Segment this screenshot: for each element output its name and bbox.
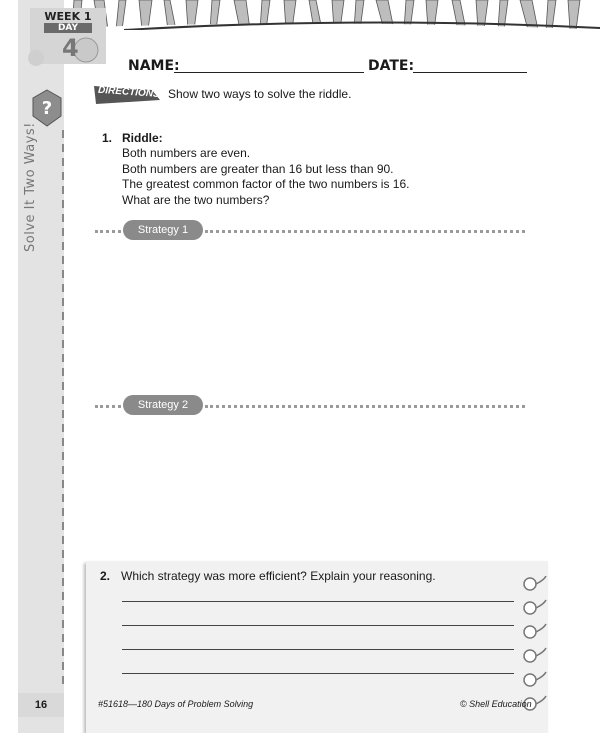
date-field[interactable]: [413, 72, 527, 73]
dotted-rule: [205, 405, 525, 408]
decorative-header-band: [64, 0, 600, 30]
svg-text:?: ?: [41, 98, 53, 119]
dotted-rule: [95, 405, 121, 408]
footer: [18, 693, 600, 717]
dotted-rule: [205, 230, 525, 233]
answer-line[interactable]: [122, 673, 514, 674]
riddle-line: What are the two numbers?: [122, 192, 270, 207]
problem-2-number: 2.: [100, 569, 111, 583]
directions-text: Show two ways to solve the riddle.: [168, 87, 352, 101]
strategy-2-row: [95, 395, 525, 417]
answer-line[interactable]: [122, 601, 514, 602]
dotted-rule: [95, 230, 121, 233]
riddle-label: Riddle:: [122, 131, 163, 145]
sidebar-title: Solve It Two Ways!: [23, 122, 38, 252]
day-label: DAY: [44, 23, 92, 33]
strategy-2-workspace[interactable]: [95, 419, 525, 554]
riddle-line: The greatest common factor of the two numbers is 16.: [122, 177, 410, 191]
strategy-1-workspace[interactable]: [95, 244, 525, 394]
page-number: 16: [18, 693, 64, 717]
name-field[interactable]: [174, 72, 364, 73]
answer-line[interactable]: [122, 625, 514, 626]
week-label: WEEK 1: [44, 10, 92, 23]
directions-label: DIRECTIONS:: [97, 84, 164, 101]
problem-2-question: Which strategy was more efficient? Explain your reasoning.: [121, 569, 436, 583]
side-tick-marks: [60, 130, 66, 690]
strategy-2-pill: Strategy 2: [123, 395, 203, 415]
name-label: NAME:: [128, 58, 180, 74]
riddle-line: Both numbers are greater than 16 but less than 90.: [122, 161, 394, 176]
riddle-line: Both numbers are even.: [122, 146, 251, 160]
strategy-1-row: [95, 220, 525, 242]
book-title: #51618—180 Days of Problem Solving: [98, 699, 254, 709]
strategy-1-pill: Strategy 1: [123, 220, 203, 240]
day-number: 4: [62, 34, 79, 62]
answer-line[interactable]: [122, 649, 514, 650]
publisher: © Shell Education: [460, 699, 532, 709]
directions-tag: [92, 82, 162, 108]
date-label: DATE:: [368, 58, 415, 74]
riddle-text: [122, 146, 482, 208]
problem-1-number: 1.: [102, 131, 113, 145]
name-date-row: [128, 58, 528, 78]
